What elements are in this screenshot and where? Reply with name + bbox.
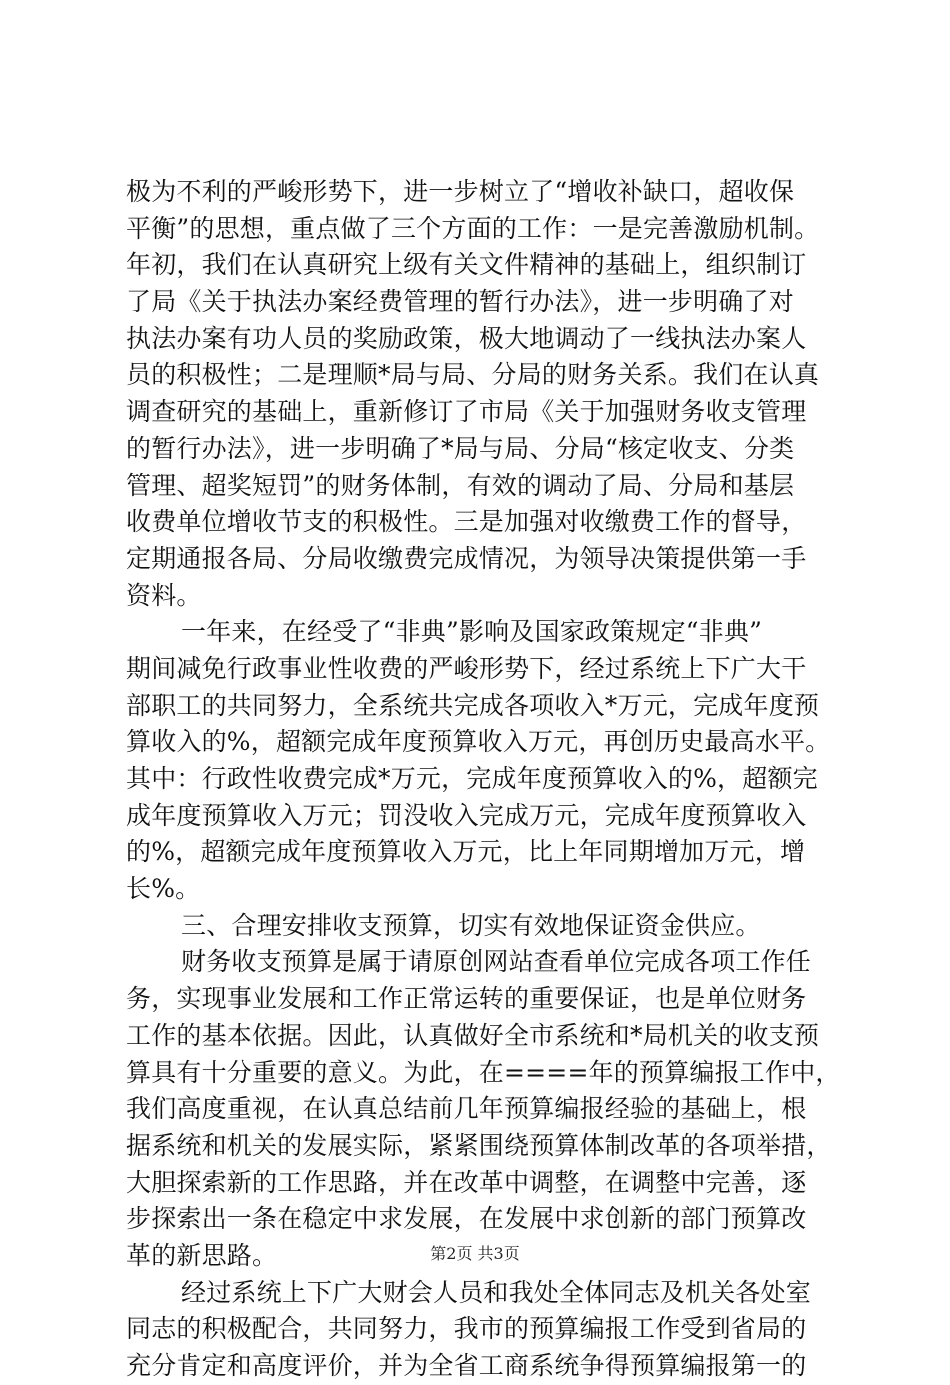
section-heading: 三、合理安排收支预算，切实有效地保证资金供应。 (181, 910, 761, 940)
text-line: 务，实现事业发展和工作正常运转的重要保证，也是单位财务 (126, 984, 807, 1014)
text-line: 了局《关于执法办案经费管理的暂行办法》，进一步明确了对 (126, 287, 794, 317)
text-line: 算收入的%，超额完成年度预算收入万元，再创历史最高水平。 (126, 727, 831, 757)
text-line: 管理、超奖短罚”的财务体制，有效的调动了局、分局和基层 (126, 470, 795, 500)
text-line: 我们高度重视，在认真总结前几年预算编报经验的基础上，根 (126, 1094, 807, 1124)
paragraph-start-line: 经过系统上下广大财会人员和我处全体同志及机关各处室 (181, 1277, 812, 1307)
text-line: 充分肯定和高度评价，并为全省工商系统争得预算编报第一的 (126, 1351, 807, 1380)
text-line: 极为不利的严峻形势下，进一步树立了“增收补缺口，超收保 (126, 177, 795, 206)
text-line: 算具有十分重要的意义。为此，在====年的预算编报工作中， (126, 1057, 841, 1087)
text-line: 部职工的共同努力，全系统共完成各项收入*万元，完成年度预 (126, 690, 820, 720)
page-footer: 第2页 共3页 (430, 1244, 520, 1263)
text-line: 的暂行办法》，进一步明确了*局与局、分局“核定收支、分类 (126, 433, 795, 463)
text-line: 的%，超额完成年度预算收入万元，比上年同期增加万元，增 (126, 837, 806, 867)
text-line: 平衡”的思想，重点做了三个方面的工作：一是完善激励机制。 (126, 213, 820, 243)
text-line: 步探索出一条在稳定中求发展，在发展中求创新的部门预算改 (126, 1204, 807, 1234)
document-body (126, 174, 846, 1385)
text-line: 收费单位增收节支的积极性。三是加强对收缴费工作的督导， (126, 507, 807, 537)
text-line: 同志的积极配合，共同努力，我市的预算编报工作受到省局的 (126, 1314, 807, 1344)
text-line: 其中：行政性收费完成*万元，完成年度预算收入的%，超额完 (126, 764, 818, 793)
paragraph-start-line: 一年来，在经受了“非典”影响及国家政策规定“非典” (181, 617, 763, 647)
text-line: 成年度预算收入万元；罚没收入完成万元，完成年度预算收入 (126, 800, 807, 830)
text-line: 定期通报各局、分局收缴费完成情况，为领导决策提供第一手 (126, 543, 807, 573)
text-line: 革的新思路。 (126, 1240, 278, 1270)
paragraph-start-line: 财务收支预算是属于请原创网站查看单位完成各项工作任 (181, 947, 812, 977)
text-line: 长%。 (126, 874, 201, 904)
text-line: 期间减免行政事业性收费的严峻形势下，经过系统上下广大干 (126, 653, 807, 683)
text-line: 年初，我们在认真研究上级有关文件精神的基础上，组织制订 (126, 250, 807, 280)
text-line: 工作的基本依据。因此，认真做好全市系统和*局机关的收支预 (126, 1020, 820, 1050)
text-line: 资料。 (126, 580, 202, 610)
text-line: 调查研究的基础上，重新修订了市局《关于加强财务收支管理 (126, 397, 807, 427)
text-line: 执法办案有功人员的奖励政策，极大地调动了一线执法办案人 (126, 323, 807, 353)
text-line: 员的积极性；二是理顺*局与局、分局的财务关系。我们在认真 (126, 360, 820, 390)
text-line: 大胆探索新的工作思路，并在改革中调整，在调整中完善，逐 (126, 1167, 807, 1197)
text-line: 据系统和机关的发展实际，紧紧围绕预算体制改革的各项举措， (126, 1130, 832, 1160)
